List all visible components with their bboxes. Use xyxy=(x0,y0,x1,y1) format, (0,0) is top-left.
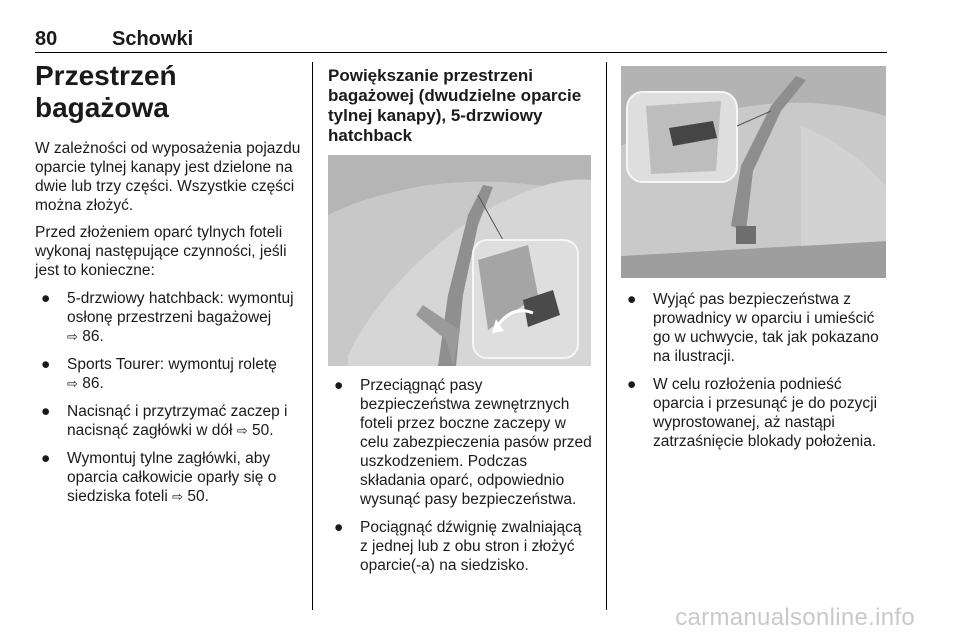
page-number: 80 xyxy=(35,28,58,50)
bullet-icon: ● xyxy=(41,403,51,420)
list-item: ● W celu rozłożenia podnieść oparcia i przesunąć je do pozycji wyprostowanej, aż nastąpi zatrzaśnięcie blokady położenia. xyxy=(627,376,878,450)
right-steps xyxy=(621,290,886,451)
list-item: ● Wyjąć pas bezpieczeństwa z prowadnicy w oparciu i umieścić go w uchwycie, tak jak pokazano na ilustracji. xyxy=(627,291,879,365)
bullet-icon: ● xyxy=(41,356,51,373)
watermark: carmanualsonline.info xyxy=(675,604,915,631)
intro-paragraph: W zależności od wyposażenia pojazdu oparcie tylnej kanapy jest dzielone na dwie lub trzy części. Wszystkie części można złożyć. xyxy=(35,140,301,214)
left-column xyxy=(35,60,305,506)
section-heading: Powiększanie przestrzeni bagażowej (dwudzielne oparcie tylnej kanapy), 5-drzwiowy hatchback xyxy=(328,66,582,145)
arrow-icon: ⇨ xyxy=(172,489,184,504)
seatbelt-holder-drawing xyxy=(621,66,886,278)
bullet-icon: ● xyxy=(627,291,637,308)
bullet-icon: ● xyxy=(334,377,344,394)
page-reference[interactable]: 86. xyxy=(82,375,104,392)
page-reference[interactable]: 50. xyxy=(187,488,209,505)
bullet-icon: ● xyxy=(627,376,637,393)
list-item: ● Przeciągnąć pasy bezpieczeństwa zewnętrznych foteli przez boczne zaczepy w celu zabezpieczenia pasów przed uszkodzeniem. Podczas składania oparć, odpowiednio wysunąć pasy bezpieczeństwa. xyxy=(334,377,592,508)
section-title: Schowki xyxy=(112,28,194,50)
page-title: Przestrzeń bagażowa xyxy=(35,60,177,123)
bullet-icon: ● xyxy=(41,290,51,307)
arrow-icon: ⇨ xyxy=(67,376,78,391)
middle-steps xyxy=(328,376,593,575)
page-reference[interactable]: 86. xyxy=(82,328,104,345)
bullet-icon: ● xyxy=(41,450,51,467)
header-rule xyxy=(35,52,887,53)
bullet-icon: ● xyxy=(334,519,344,536)
seatbelt-clip-illustration xyxy=(328,155,591,366)
list-item: ● Nacisnąć i przytrzymać zaczep i nacisnąć zagłówki w dół ⇨ 50. xyxy=(41,403,288,439)
seatbelt-holder-illustration xyxy=(621,66,886,278)
list-item: ● Pociągnąć dźwignię zwalniającą z jednej lub z obu stron i złożyć oparcie(-a) na siedzisko. xyxy=(334,519,582,574)
list-item: ● 5-drzwiowy hatchback: wymontuj osłonę przestrzeni bagażowej ⇨ 86. xyxy=(41,290,294,345)
instruction-paragraph: Przed złożeniem oparć tylnych foteli wykonaj następujące czynności, jeśli jest to konieczne: xyxy=(35,224,287,279)
arrow-icon: ⇨ xyxy=(236,423,248,438)
seatbelt-clip-drawing xyxy=(328,155,591,366)
middle-column xyxy=(328,66,593,146)
column-divider-2 xyxy=(606,62,607,610)
column-divider-1 xyxy=(312,62,313,610)
list-item: ● Sports Tourer: wymontuj roletę ⇨ 86. xyxy=(41,356,277,392)
page-reference[interactable]: 50. xyxy=(251,422,274,439)
arrow-icon: ⇨ xyxy=(67,329,78,344)
list-item: ● Wymontuj tylne zagłówki, aby oparcia całkowicie oparły się o siedziska foteli ⇨ 50. xyxy=(41,450,277,505)
